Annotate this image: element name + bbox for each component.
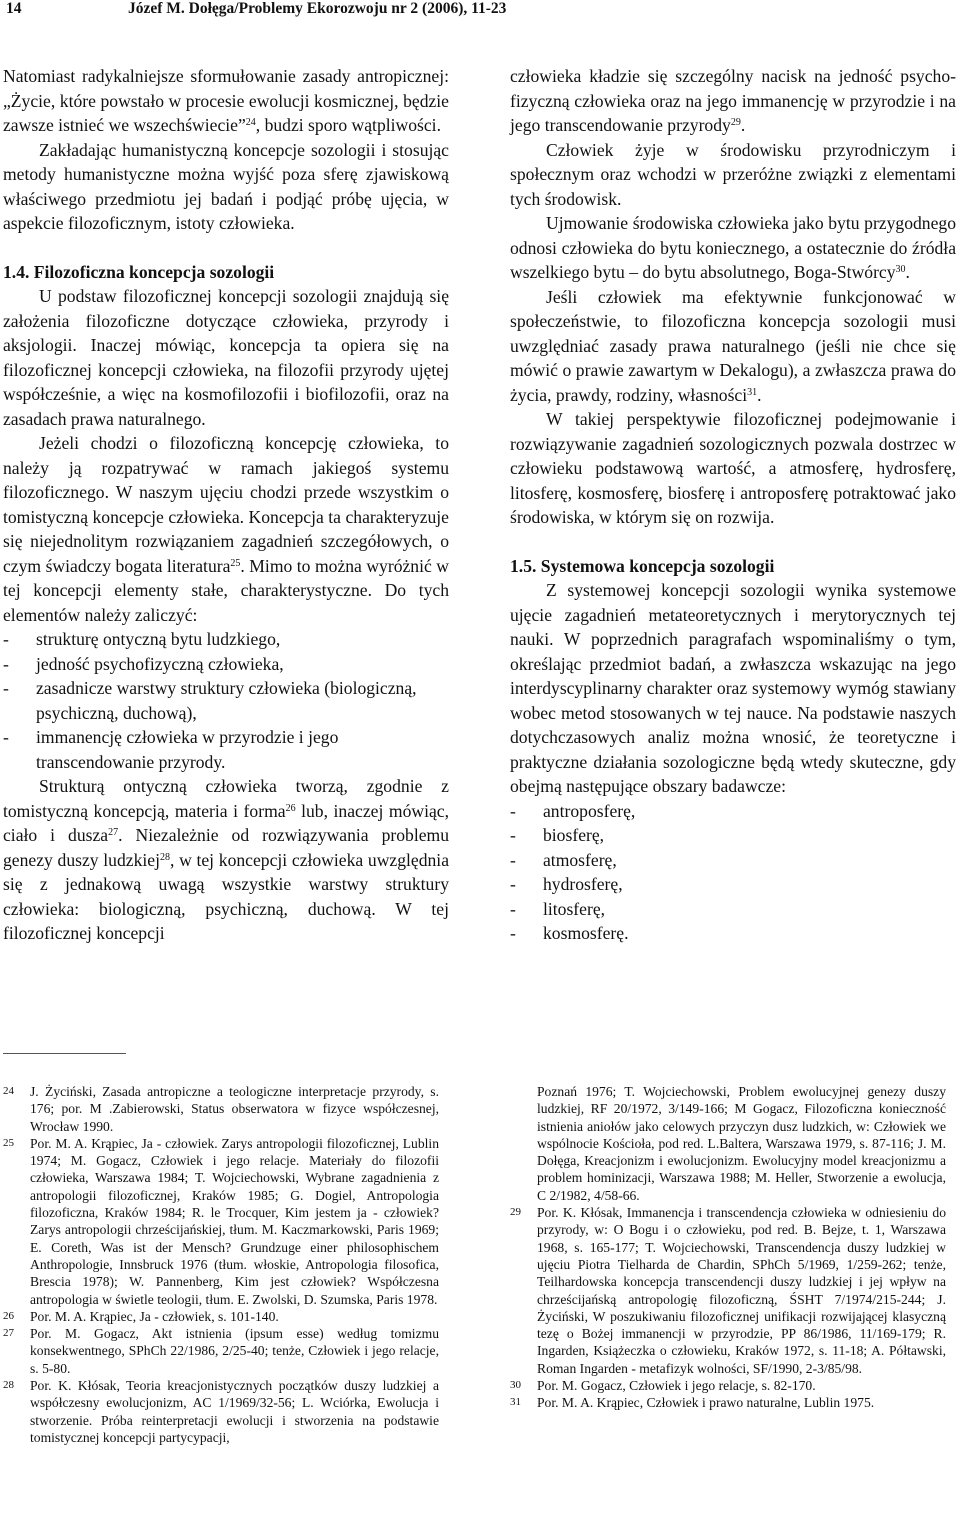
paragraph-text: Natomiast radykalniejsze sformułowanie zasady antropicznej: „Życie, które powstało w procesie ewolucji kosmicznej, będzie zawsze istnieć we wszechświecie” <box>3 66 449 135</box>
footnote-ref: 25 <box>230 557 241 569</box>
list-item-text: immanencję człowieka w przyrodzie i jego transcendowanie przyrody. <box>36 727 339 772</box>
footnote-ref: 31 <box>747 386 758 398</box>
paragraph: Z systemowej koncepcji sozologii wynika systemowe ujęcie zagadnień metateoretycznych i merytorycznych tej nauki. W poprzednich paragrafach wspominaliśmy o tym, określając przedmiot badań, a zwłaszcza wskazując na jego interdyscyplinarny charakter oraz systemowy wymóg stawiany wobec metod stosowanych w tej nauce. Na podstawie naszych dotychczasowych analiz można wnosić, że teoretyczne i praktyczne działania sozologiczne będą wtedy skuteczne, gdy obejmą następujące obszary badawcze: <box>510 580 956 796</box>
footnote <box>3 1135 439 1308</box>
footnote-ref: 26 <box>285 802 296 814</box>
footnote-text: J. Życiński, Zasada antropiczne a teologiczne interpretacje przyrody, s. 176; por. M .Zabierowski, Status obserwatora w fizyce współczesnej, Wrocław 1990. <box>30 1084 439 1134</box>
footnote-number: 25 <box>3 1136 14 1149</box>
list-dash: - <box>510 825 516 845</box>
list-item-text: strukturę ontyczną bytu ludzkiego, <box>36 629 281 649</box>
paragraph-text: Jeśli człowiek ma efektywnie funkcjonować w społeczeństwie, to filozoficzna koncepcja sozologii musi uwzględniać zasady prawa naturalnego (jeśli nie chce się mówić o prawie zawartym w Dekalogu), a zwłaszcza prawa do życia, prawdy, rodziny, własności <box>510 286 956 405</box>
footnote-text: Por. K. Kłósak, Immanencja i transcendencja człowieka w odniesieniu do przyrody, w: O Bogu i o człowieku, pod red. B. Bejze, t. 1, Warszawa 1968, s. 165-177; T. Wojciechowski, Transcendencja duszy ludzkiej w ujęciu Piotra Tielharda de Chardin, SPhCh 5/1969, 1/259-262; tenże, Teilhardowska koncepcja transcendencji duszy ludzkiej i jej wpływ na chrześcijańską antropologię filozoficzną, ŚSHT 7/1974/215-244; J. Życiński, W poszukiwaniu filozoficznej unifikacji rozwijającej klasyczną tezę o Bożej immanencji w przyrodzie, PP 86/1986, 11/169-179; R. Ingarden, Książeczka o człowieku, Kraków 1972, s. 11-18; A. Półtawski, Roman Ingarden - metafizyk wolności, SF/1990, 2-3/85/98. <box>537 1205 946 1376</box>
paragraph <box>3 64 449 138</box>
footnote-number <box>510 1083 537 1204</box>
footnote-number: 28 <box>3 1379 14 1392</box>
paragraph: U podstaw filozoficznej koncepcji sozologii znajdują się założenia filozoficzne dotyczące człowieka, przyrody i aksjologii. Inaczej mówiąc, koncepcja ta opiera się na filozoficznej koncepcji człowieka, na filozofii przyrody ujętej współcześnie, a więc na kosmofilozofii i biofilozofii, oraz na zasadach prawa naturalnego. <box>3 286 449 429</box>
footnote-text: Por. M. A. Krąpiec, Człowiek i prawo naturalne, Lublin 1975. <box>537 1395 875 1411</box>
paragraph-text: . <box>905 262 910 282</box>
list-item-text: hydrosferę, <box>543 874 623 894</box>
paragraph-text: . Niezależnie od rozwiązywania problemu genezy duszy ludzkiej <box>3 825 449 870</box>
paragraph-text: , w tej koncepcji człowieka uwzględnia się z jednakową uwagą wszystkie warstwy struktury człowieka: biologiczną, psychiczną, duchową. W tej filozoficznej koncepcji <box>3 849 449 943</box>
paragraph <box>510 64 956 138</box>
list-dash: - <box>3 678 9 698</box>
footnote-ref: 24 <box>245 117 256 128</box>
list-item <box>510 799 956 824</box>
list-dash: - <box>3 727 9 747</box>
footnotes-left <box>3 1083 439 1446</box>
paragraph-text: Jeżeli chodzi o filozoficzną koncepcję człowieka, to należy ją rozpatrywać w ramach jakiegoś systemu filozoficznego. W naszym ujęciu chodzi przede wszystkim o tomistyczną koncepcje człowieka. Koncepcja ta charakteryzuje się niejednolitym rozwiązaniem zagadnień szczegółowych, o czym świadczy bogata literatura <box>3 433 449 576</box>
paragraph-text: . Mimo to można wyróżnić w tej koncepcji elementy stałe, charakterystyczne. Do tych elementów należy zaliczyć: <box>3 555 449 625</box>
paragraph-text: lub, inaczej mówiąc, ciało i dusza <box>3 800 449 845</box>
paragraph-text: . <box>740 115 746 135</box>
list-item-text: jedność psychofizyczną człowieka, <box>36 653 284 674</box>
list-dash: - <box>510 874 516 894</box>
footnote-ref: 30 <box>895 264 906 275</box>
running-head: Józef M. Dołęga/Problemy Ekorozwoju nr 2 (2006), 11-23 <box>128 0 507 17</box>
footnote-ref: 28 <box>159 851 170 863</box>
paragraph: Człowiek żyje w środowisku przyrodniczym i społecznym oraz wchodzi w przeróżne związki z elementami tych środowisk. <box>510 139 956 209</box>
page-number: 14 <box>6 0 22 17</box>
footnote-number: 24 <box>3 1085 14 1097</box>
footnote-number: 27 <box>3 1327 14 1340</box>
footnote <box>510 1204 946 1377</box>
paragraph: W takiej perspektywie filozoficznej podejmowanie i rozwiązywanie zagadnień sozologicznych pozwala dostrzec w człowieku podstawową wartość, a atmosferę, hydrosferę, litosferę, kosmosferę, biosferę i antroposferę potraktować jako środowiska, w którym się on rozwija. <box>510 409 956 527</box>
footnote <box>3 1325 439 1377</box>
paragraph <box>3 431 449 627</box>
list-item <box>510 921 956 946</box>
section-heading: 1.5. Systemowa koncepcja sozologii <box>510 555 775 576</box>
list-item <box>510 848 956 873</box>
list-item-text: atmosferę, <box>543 849 617 870</box>
list-item <box>510 872 956 897</box>
list-item-text: biosferę, <box>543 825 605 845</box>
list-dash: - <box>3 653 9 674</box>
footnote-number: 26 <box>3 1309 14 1322</box>
footnote-ref: 29 <box>730 117 741 128</box>
list-item <box>510 897 956 922</box>
paragraph <box>3 774 449 946</box>
footnote-text: Por. M. A. Krąpiec, Ja - człowiek, s. 101-140. <box>30 1308 279 1324</box>
footnotes-right <box>510 1083 946 1412</box>
footnote-number: 30 <box>510 1379 521 1392</box>
footnote-text: Poznań 1976; T. Wojciechowski, Problem ewolucyjnej genezy duszy ludzkiej, RF 20/1972, 3/149-166; M Gogacz, Filozoficzna konieczność istnienia aniołów jako celowych przyczyn dusz ludzkich, w: Człowiek we wspólnocie Kościoła, pod red. L.Baltera, Warszawa 1979, s. 87-116; J. M. Dołęga, Kreacjonizm i ewolucjonizm. Ewolucyjny model kreacjonizmu a problem hominizacji, Warszawa 1988; M. Heller, Stworzenie a ewolucja, C 2/1982, 4/58-66. <box>537 1084 946 1203</box>
left-column <box>3 64 449 946</box>
paragraph <box>510 211 956 285</box>
footnote <box>3 1308 439 1325</box>
footnote-divider <box>3 1053 126 1054</box>
paragraph-text: , budzi sporo wątpliwości. <box>255 115 441 135</box>
list-dash: - <box>3 629 9 649</box>
page-header <box>0 0 960 22</box>
footnote-text: Por. M. A. Krąpiec, Ja - człowiek. Zarys antropologii filozoficznej, Lublin 1974; M. Gogacz, Człowiek i jego relacje. Materiały do filozofii człowieka, Warszawa 1984; T. Wojciechowski, Wybrane zagadnienia z antropologii filozoficznej, Kraków 1985; G. Dogiel, Antropologia filozoficzna, Kraków 1984; R. le Trocquer, Kim jestem ja - człowiek? Zarys antropologii chrześcijańskiej, tłum. M. Kaczmarkowski, Paris 1969; E. Coreth, Was ist der Mensch? Grundzuge einer philosophischem Anthropologie, Innsbruck 1976 (tłum. włoskie, Antropologia filosofica, Brescia 1978); W. Pannenberg, Kim jest człowiek? Współczesna antropologia w świetle teologii, tłum. E. Zwolski, D. Szumska, Paris 1978. <box>30 1135 439 1307</box>
footnote-number: 29 <box>510 1206 521 1219</box>
footnote-ref: 27 <box>108 827 119 838</box>
list-item-text: litosferę, <box>543 898 606 919</box>
list-item <box>510 823 956 848</box>
paragraph: Zakładając humanistyczną koncepcje sozologii i stosując metody humanistyczne można wyjść poza sferę zjawiskową właściwego przedmiotu jej badań i podjąć próbę ujęcia, w aspekcie filozoficznym, istoty człowieka. <box>3 139 449 233</box>
footnote <box>3 1377 439 1446</box>
list-item-text: zasadnicze warstwy struktury człowieka (biologiczną, psychiczną, duchową), <box>36 678 417 723</box>
footnote <box>510 1394 946 1411</box>
list-item <box>3 725 449 774</box>
list-item <box>3 627 449 652</box>
list-item <box>3 676 449 725</box>
footnote-text: Por. M. Gogacz, Akt istnienia (ipsum esse) według tomizmu konsekwentnego, SPhCh 22/1986, 2/25-40; tenże, Człowiek i jego relacje, s. 5-80. <box>30 1326 439 1376</box>
list-item <box>3 652 449 677</box>
paragraph-text: . <box>757 384 762 405</box>
paragraph-text: Strukturą ontyczną człowieka tworzą, zgodnie z tomistyczną koncepcją, materia i forma <box>3 776 449 821</box>
paragraph-text: człowieka kładzie się szczególny nacisk na jedność psycho-fizyczną człowieka oraz na jego immanencję w przyrodzie i na jego transcendowanie przyrody <box>510 66 956 135</box>
footnote-text: Por. M. Gogacz, Człowiek i jego relacje, s. 82-170. <box>537 1378 816 1394</box>
list-item-text: kosmosferę. <box>543 923 629 943</box>
footnote-number: 31 <box>510 1396 521 1409</box>
footnote-text: Por. K. Kłósak, Teoria kreacjonistycznych początków duszy ludzkiej a współczesny ewolucjonizm, AC 1/1969/32-56; L. Wciórka, Ewolucja i stworzenie. Próba reinterpretacji ewolucji i stworzenia na podstawie tomistycznej koncepcji partycypacji, <box>30 1378 439 1445</box>
list-dash: - <box>510 898 516 919</box>
footnote <box>3 1083 439 1135</box>
footnote <box>510 1377 946 1394</box>
list-dash: - <box>510 923 516 943</box>
list-item-text: antroposferę, <box>543 800 636 821</box>
list-dash: - <box>510 800 516 821</box>
paragraph <box>510 285 956 408</box>
footnote <box>510 1083 946 1204</box>
paragraph-text: Ujmowanie środowiska człowieka jako bytu przygodnego odnosi człowieka do bytu koniecznego, a ostatecznie do źródła wszelkiego bytu – do bytu absolutnego, Boga-Stwórcy <box>510 213 956 282</box>
right-column <box>510 64 956 946</box>
list-dash: - <box>510 849 516 870</box>
section-heading: 1.4. Filozoficzna koncepcja sozologii <box>3 261 275 282</box>
